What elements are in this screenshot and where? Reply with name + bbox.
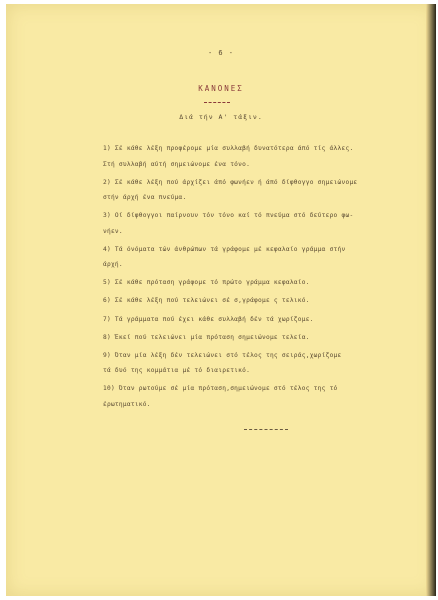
rule-line: στήν άρχή ένα πνεύμα. — [103, 194, 187, 202]
rule-line: 4) Τά όνόματα τών άνθρώπων τά γράφομε μέ κεφαλαίο γράμμα στήν — [103, 245, 346, 253]
document-subtitle: Διά τήν Α' τάξιν. — [179, 113, 263, 121]
rule-line: έρωτηματικό. — [103, 400, 151, 408]
end-of-text-dashes — [244, 429, 288, 430]
rule-line: 8) Έκεί πού τελειώνει μία πρόταση σημειώνομε τελεία. — [103, 333, 310, 341]
typed-page — [6, 4, 436, 596]
rule-item — [103, 330, 423, 346]
rule-line: 9) Όταν μία λέξη δέν τελειώνει στό τέλος της σειράς,χωρίζομε — [103, 351, 342, 359]
rule-item — [103, 141, 423, 172]
rule-item — [103, 312, 423, 328]
rule-line: Στή συλλαβή αύτή σημειώνομε ένα τόνο. — [103, 160, 251, 168]
rule-line: 3) Οί δίφθογγοι παίρνουν τόν τόνο καί τό πνεύμα στό δεύτερο φω- — [103, 212, 354, 220]
rule-item — [103, 175, 423, 206]
rule-item — [103, 293, 423, 309]
rules-list — [103, 141, 423, 415]
rule-line: άρχή. — [103, 261, 123, 269]
rule-line: 1) Σέ κάθε λέξη προφέρομε μία συλλαβή δυνατότερα άπό τίς άλλες. — [103, 145, 354, 152]
page-number: - 6 - — [207, 49, 235, 57]
rule-line: 5) Σέ κάθε πρόταση γράφομε τό πρώτο γράμμα κεφαλαίο. — [103, 279, 310, 287]
rule-item — [103, 208, 423, 239]
rule-line: 6) Σέ κάθε λέξη πού τελειώνει σέ σ,γράφομε ς τελικό. — [103, 297, 310, 305]
rule-item — [103, 348, 423, 379]
rule-line: τά δυό της κομμάτια μέ τό διαιρετικό. — [103, 367, 251, 375]
document-title: ΚΑΝΟΝΕΣ — [198, 84, 244, 93]
document-sheet — [6, 4, 436, 596]
rule-line: νήεν. — [103, 227, 123, 235]
rule-item — [103, 275, 423, 291]
rule-line: 2) Σέ κάθε λέξη πού άρχίζει άπό φωνήεν ή άπό δίφθογγο σημειώνομε — [103, 178, 358, 186]
rule-item — [103, 381, 423, 412]
title-underline — [204, 102, 230, 103]
page-binding-edge — [426, 4, 436, 596]
rule-line: 7) Τά γράμματα πού έχει κάθε συλλαβή δέν τά χωρίζομε. — [103, 315, 314, 323]
rule-line: 10) Όταν ρωτούμε σέ μία πρόταση,σημειώνομε στό τέλος της τό — [103, 385, 338, 393]
rule-item — [103, 242, 423, 273]
